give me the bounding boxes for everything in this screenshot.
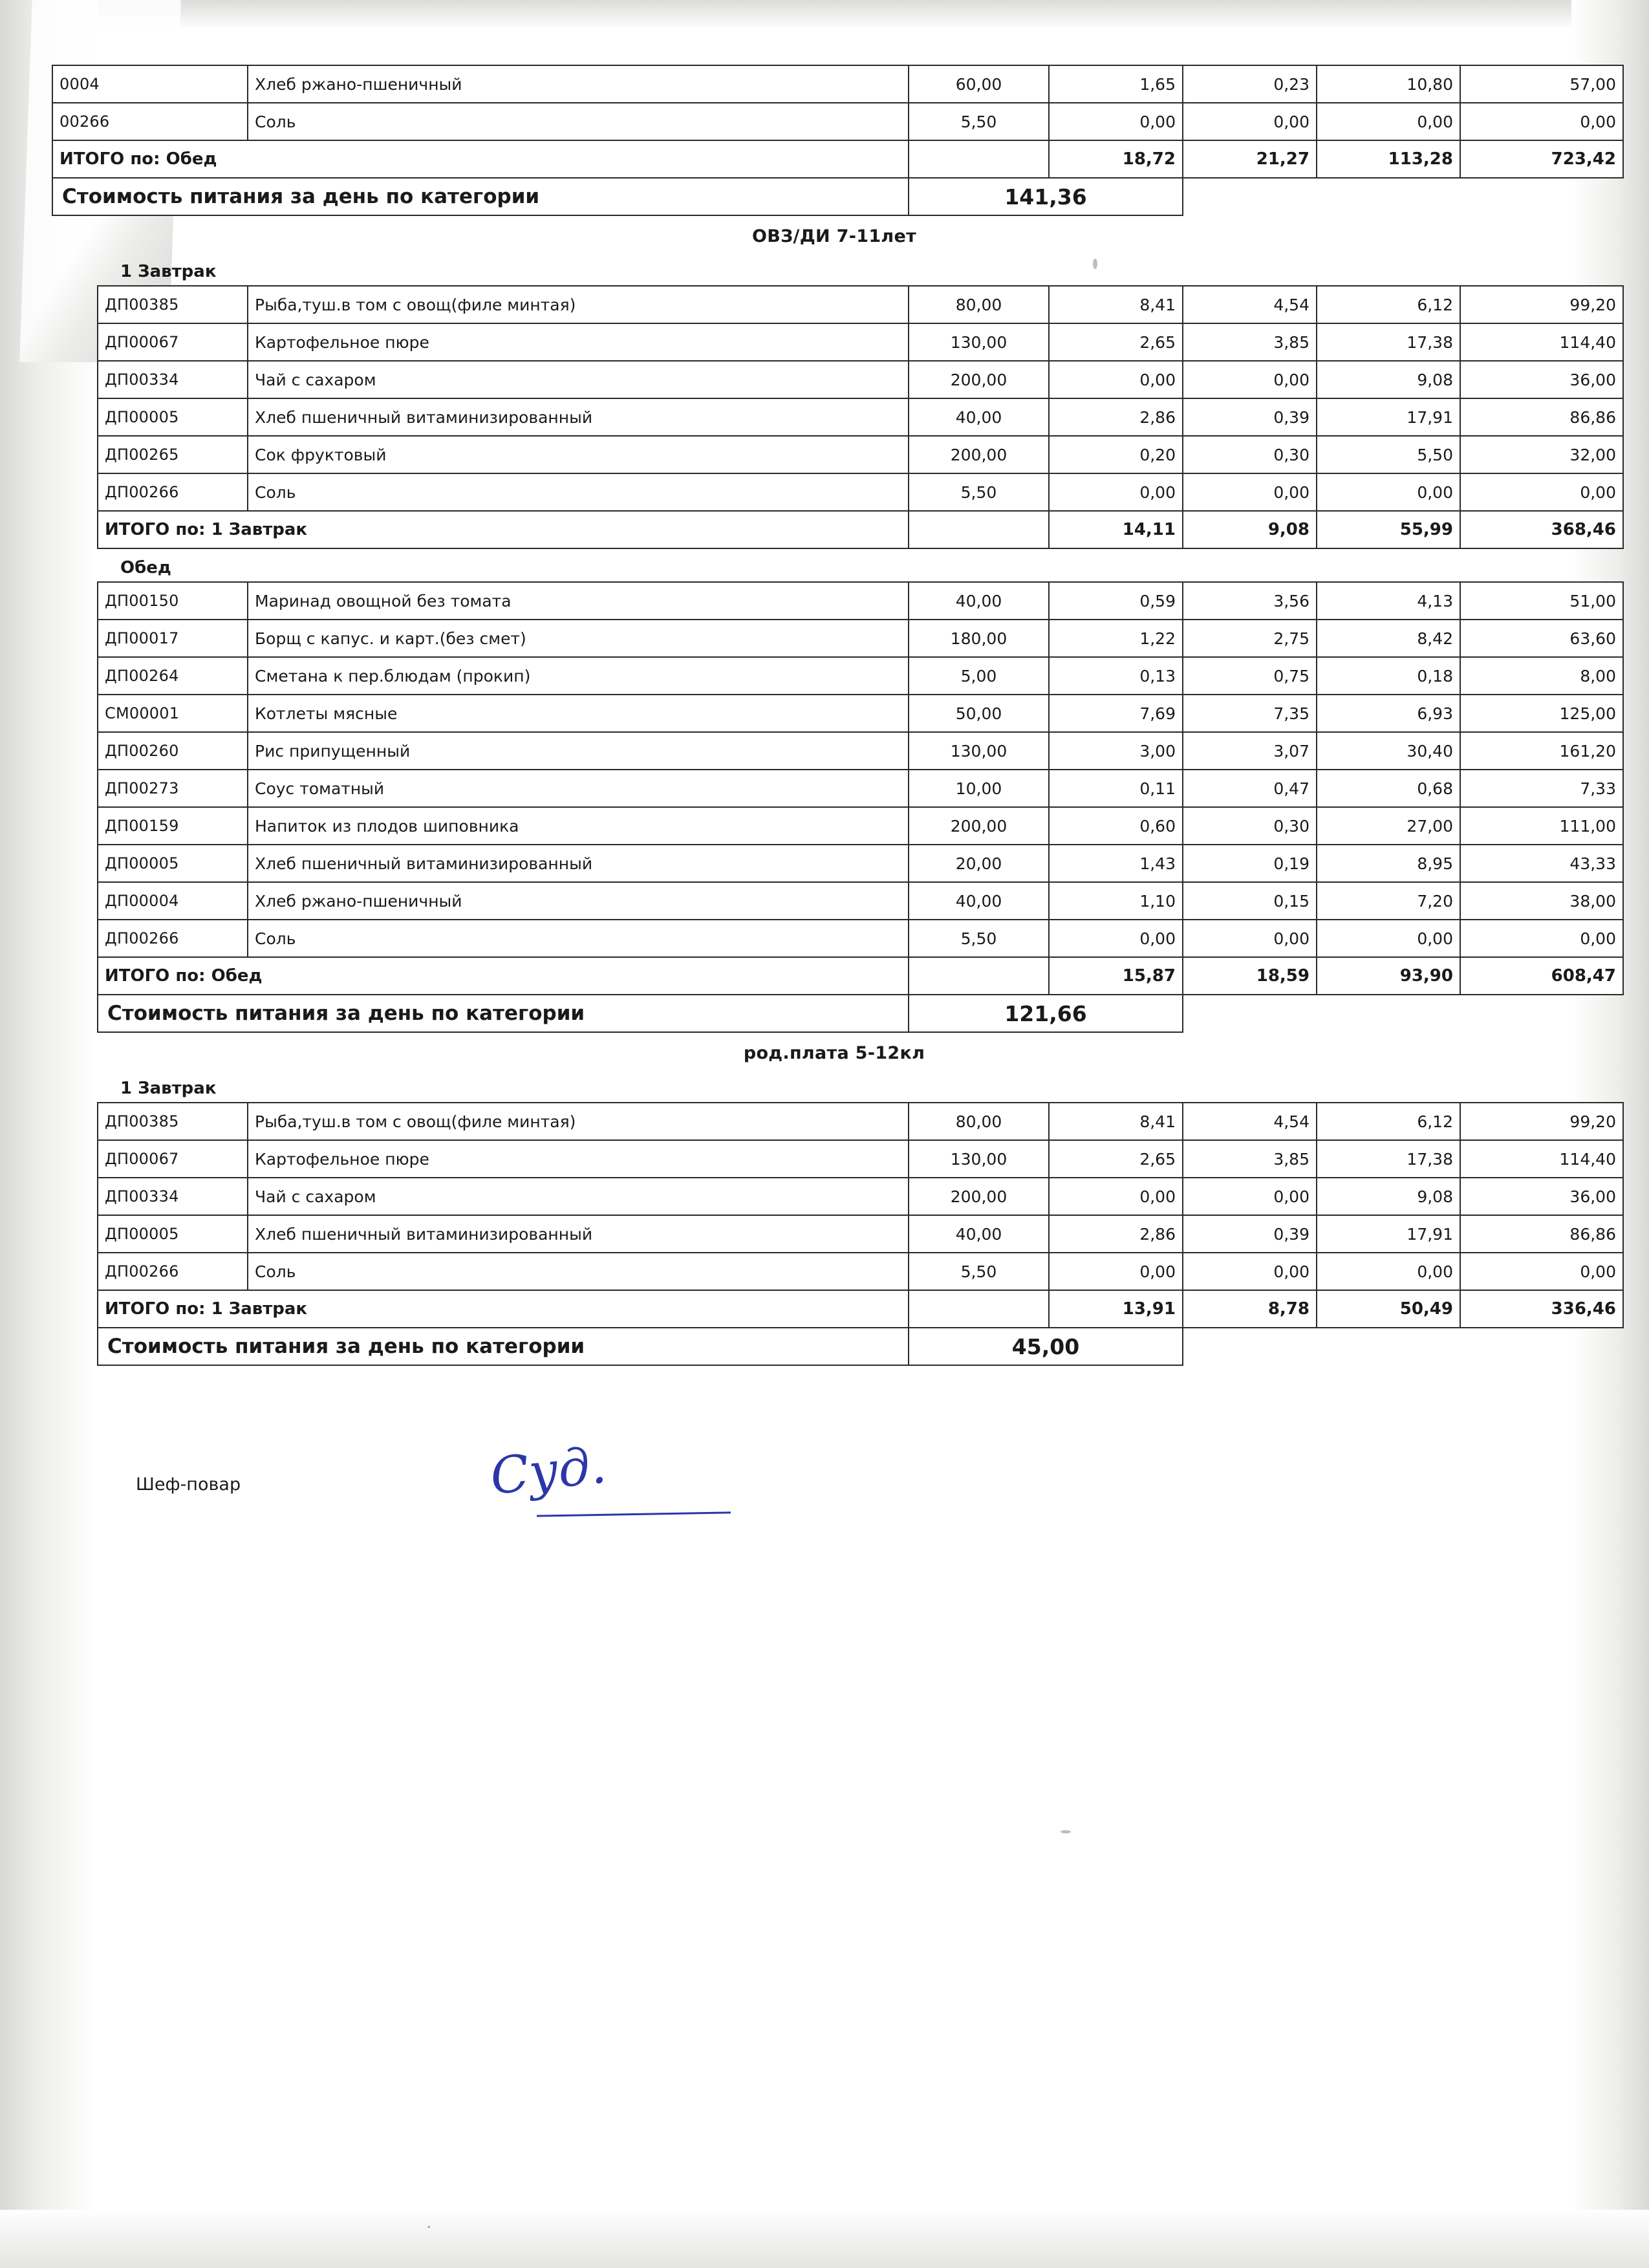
dish-calories: 43,33: [1460, 845, 1623, 882]
dish-code: ДП00273: [98, 770, 248, 807]
dish-name: Сметана к пер.блюдам (прокип): [248, 657, 909, 695]
dish-code: ДП00334: [98, 361, 248, 398]
dish-fats: 0,30: [1183, 807, 1317, 845]
table-row: [98, 770, 1623, 807]
table-row: [52, 65, 1623, 103]
dish-fats: 4,54: [1183, 1103, 1317, 1140]
daily-cost-value: 45,00: [909, 1328, 1183, 1365]
dish-calories: 125,00: [1460, 695, 1623, 732]
table-row: [98, 473, 1623, 511]
dish-carbs: 10,80: [1317, 65, 1460, 103]
section-header-rod-plata: род.плата 5-12кл: [743, 1043, 925, 1063]
dish-carbs: 17,38: [1317, 1140, 1460, 1178]
dish-qty: 130,00: [909, 732, 1049, 770]
dish-fats: 0,30: [1183, 436, 1317, 473]
empty-cell: [1183, 178, 1317, 215]
signature-area: [97, 1437, 1571, 1560]
dish-code: ДП00260: [98, 732, 248, 770]
total-carbs: 50,49: [1317, 1290, 1460, 1328]
dish-qty: 40,00: [909, 1215, 1049, 1253]
daily-cost-label: Стоимость питания за день по категории: [98, 1328, 909, 1365]
daily-cost-row: [98, 1328, 1623, 1365]
table-row: [98, 1140, 1623, 1178]
table-row: [98, 1253, 1623, 1290]
dish-code: ДП00334: [98, 1178, 248, 1215]
dish-name: Соль: [248, 473, 909, 511]
dish-fats: 0,00: [1183, 473, 1317, 511]
dish-proteins: 0,00: [1049, 920, 1183, 957]
dish-qty: 5,50: [909, 103, 1049, 140]
dish-name: Борщ с капус. и карт.(без смет): [248, 620, 909, 657]
dish-proteins: 2,65: [1049, 323, 1183, 361]
total-proteins: 13,91: [1049, 1290, 1183, 1328]
table-total-row: [52, 140, 1623, 178]
dish-calories: 0,00: [1460, 1253, 1623, 1290]
table-total-row: [98, 957, 1623, 995]
table-row: [98, 398, 1623, 436]
page-edge-bottom: [0, 2210, 1649, 2268]
dish-calories: 57,00: [1460, 65, 1623, 103]
daily-cost-row: [98, 995, 1623, 1032]
dish-calories: 0,00: [1460, 103, 1623, 140]
table-row: [98, 582, 1623, 620]
daily-cost-label: Стоимость питания за день по категории: [52, 178, 909, 215]
dish-calories: 114,40: [1460, 1140, 1623, 1178]
empty-cell: [1460, 1328, 1623, 1365]
dish-calories: 51,00: [1460, 582, 1623, 620]
dish-proteins: 2,86: [1049, 1215, 1183, 1253]
dish-name: Соль: [248, 920, 909, 957]
table-row: [98, 1178, 1623, 1215]
dish-proteins: 0,00: [1049, 103, 1183, 140]
dish-calories: 36,00: [1460, 361, 1623, 398]
daily-cost-row: [52, 178, 1623, 215]
meal-label-breakfast-1-b: 1 Завтрак: [120, 1079, 217, 1098]
table-row: [98, 695, 1623, 732]
dish-proteins: 1,65: [1049, 65, 1183, 103]
dish-qty: 80,00: [909, 286, 1049, 323]
meal-label-lunch: Обед: [120, 558, 171, 578]
dish-qty: 200,00: [909, 1178, 1049, 1215]
dish-fats: 4,54: [1183, 286, 1317, 323]
total-label: ИТОГО по: 1 Завтрак: [98, 1290, 909, 1328]
signature-role-label: Шеф-повар: [136, 1474, 241, 1495]
empty-cell: [1460, 178, 1623, 215]
dish-proteins: 0,00: [1049, 473, 1183, 511]
dish-code: ДП00266: [98, 473, 248, 511]
dish-calories: 161,20: [1460, 732, 1623, 770]
dish-qty: 180,00: [909, 620, 1049, 657]
dish-proteins: 0,13: [1049, 657, 1183, 695]
dish-qty: 40,00: [909, 882, 1049, 920]
dish-code: ДП00067: [98, 1140, 248, 1178]
daily-cost-value: 121,66: [909, 995, 1183, 1032]
dish-qty: 60,00: [909, 65, 1049, 103]
dish-calories: 63,60: [1460, 620, 1623, 657]
table-row: [98, 1215, 1623, 1253]
dish-proteins: 8,41: [1049, 1103, 1183, 1140]
dish-proteins: 0,60: [1049, 807, 1183, 845]
dish-fats: 2,75: [1183, 620, 1317, 657]
dish-code: ДП00385: [98, 1103, 248, 1140]
empty-cell: [1317, 1328, 1460, 1365]
dish-fats: 3,56: [1183, 582, 1317, 620]
dish-carbs: 0,00: [1317, 920, 1460, 957]
dish-code: ДП00005: [98, 845, 248, 882]
dish-calories: 111,00: [1460, 807, 1623, 845]
dish-proteins: 0,00: [1049, 1253, 1183, 1290]
total-label: ИТОГО по: 1 Завтрак: [98, 511, 909, 548]
dish-carbs: 6,12: [1317, 1103, 1460, 1140]
dish-proteins: 0,59: [1049, 582, 1183, 620]
dish-qty: 80,00: [909, 1103, 1049, 1140]
dish-qty: 40,00: [909, 582, 1049, 620]
dish-code: ДП00159: [98, 807, 248, 845]
dish-carbs: 0,00: [1317, 103, 1460, 140]
table-top-clipped: [52, 65, 1624, 216]
dish-qty: 40,00: [909, 398, 1049, 436]
dish-qty: 50,00: [909, 695, 1049, 732]
dish-carbs: 8,42: [1317, 620, 1460, 657]
total-qty: [909, 140, 1049, 178]
table-row: [98, 286, 1623, 323]
table-row: [98, 882, 1623, 920]
total-qty: [909, 1290, 1049, 1328]
dish-carbs: 0,18: [1317, 657, 1460, 695]
dish-name: Чай с сахаром: [248, 1178, 909, 1215]
dish-calories: 86,86: [1460, 1215, 1623, 1253]
dish-calories: 36,00: [1460, 1178, 1623, 1215]
dish-qty: 10,00: [909, 770, 1049, 807]
total-fats: 8,78: [1183, 1290, 1317, 1328]
document-body: [59, 65, 1616, 1560]
empty-cell: [1460, 995, 1623, 1032]
dish-carbs: 17,91: [1317, 1215, 1460, 1253]
dish-fats: 0,00: [1183, 920, 1317, 957]
table-row: [98, 1103, 1623, 1140]
dish-fats: 0,47: [1183, 770, 1317, 807]
dish-qty: 20,00: [909, 845, 1049, 882]
table-row: [52, 103, 1623, 140]
section-header-ovz: ОВЗ/ДИ 7-11лет: [751, 226, 917, 246]
dish-name: Картофельное пюре: [248, 1140, 909, 1178]
dish-carbs: 9,08: [1317, 1178, 1460, 1215]
dish-name: Рис припущенный: [248, 732, 909, 770]
total-qty: [909, 511, 1049, 548]
table-row: [98, 323, 1623, 361]
total-calories: 368,46: [1460, 511, 1623, 548]
dish-code: СМ00001: [98, 695, 248, 732]
dish-carbs: 0,00: [1317, 473, 1460, 511]
dish-code: ДП00264: [98, 657, 248, 695]
dish-code: ДП00266: [98, 1253, 248, 1290]
dish-code: ДП00005: [98, 398, 248, 436]
total-calories: 608,47: [1460, 957, 1623, 995]
dish-fats: 3,07: [1183, 732, 1317, 770]
dish-fats: 0,00: [1183, 1178, 1317, 1215]
dish-carbs: 30,40: [1317, 732, 1460, 770]
dish-code: ДП00265: [98, 436, 248, 473]
total-carbs: 93,90: [1317, 957, 1460, 995]
total-fats: 18,59: [1183, 957, 1317, 995]
dish-name: Котлеты мясные: [248, 695, 909, 732]
dish-carbs: 7,20: [1317, 882, 1460, 920]
dish-fats: 7,35: [1183, 695, 1317, 732]
dish-fats: 0,00: [1183, 361, 1317, 398]
dish-calories: 38,00: [1460, 882, 1623, 920]
dish-name: Хлеб ржано-пшеничный: [248, 882, 909, 920]
dish-fats: 0,39: [1183, 1215, 1317, 1253]
dish-code: ДП00150: [98, 582, 248, 620]
dish-name: Картофельное пюре: [248, 323, 909, 361]
dish-carbs: 5,50: [1317, 436, 1460, 473]
table-ovz-lunch: [97, 581, 1624, 1033]
dish-carbs: 27,00: [1317, 807, 1460, 845]
dish-proteins: 8,41: [1049, 286, 1183, 323]
table-ovz-breakfast: [97, 285, 1624, 549]
dish-carbs: 9,08: [1317, 361, 1460, 398]
table-row: [98, 436, 1623, 473]
dish-code: ДП00004: [98, 882, 248, 920]
dish-qty: 200,00: [909, 807, 1049, 845]
dish-name: Рыба,туш.в том с овощ(филе минтая): [248, 286, 909, 323]
dish-fats: 0,00: [1183, 103, 1317, 140]
dish-carbs: 17,38: [1317, 323, 1460, 361]
daily-cost-value: 141,36: [909, 178, 1183, 215]
dish-calories: 0,00: [1460, 473, 1623, 511]
empty-cell: [1317, 178, 1460, 215]
dish-calories: 0,00: [1460, 920, 1623, 957]
dish-proteins: 0,00: [1049, 1178, 1183, 1215]
dish-code: ДП00017: [98, 620, 248, 657]
dish-name: Соль: [248, 103, 909, 140]
dish-name: Рыба,туш.в том с овощ(филе минтая): [248, 1103, 909, 1140]
dish-proteins: 1,43: [1049, 845, 1183, 882]
dish-name: Напиток из плодов шиповника: [248, 807, 909, 845]
dish-code: ДП00067: [98, 323, 248, 361]
dish-carbs: 0,00: [1317, 1253, 1460, 1290]
total-proteins: 18,72: [1049, 140, 1183, 178]
dish-qty: 200,00: [909, 361, 1049, 398]
dish-carbs: 17,91: [1317, 398, 1460, 436]
total-fats: 21,27: [1183, 140, 1317, 178]
dish-code: 00266: [52, 103, 248, 140]
dish-qty: 5,50: [909, 473, 1049, 511]
dish-name: Маринад овощной без томата: [248, 582, 909, 620]
handwritten-signature: Суд.: [488, 1436, 609, 1507]
dish-code: ДП00385: [98, 286, 248, 323]
total-proteins: 14,11: [1049, 511, 1183, 548]
total-label: ИТОГО по: Обед: [52, 140, 909, 178]
empty-cell: [1183, 995, 1317, 1032]
dish-fats: 0,39: [1183, 398, 1317, 436]
dish-proteins: 7,69: [1049, 695, 1183, 732]
total-carbs: 113,28: [1317, 140, 1460, 178]
total-carbs: 55,99: [1317, 511, 1460, 548]
table-row: [98, 620, 1623, 657]
dish-proteins: 3,00: [1049, 732, 1183, 770]
table-total-row: [98, 1290, 1623, 1328]
dish-proteins: 0,00: [1049, 361, 1183, 398]
daily-cost-label: Стоимость питания за день по категории: [98, 995, 909, 1032]
dish-name: Чай с сахаром: [248, 361, 909, 398]
dish-calories: 99,20: [1460, 286, 1623, 323]
total-fats: 9,08: [1183, 511, 1317, 548]
dish-fats: 0,23: [1183, 65, 1317, 103]
empty-cell: [1317, 995, 1460, 1032]
total-calories: 723,42: [1460, 140, 1623, 178]
dish-code: ДП00266: [98, 920, 248, 957]
table-row: [98, 732, 1623, 770]
total-calories: 336,46: [1460, 1290, 1623, 1328]
dish-code: ДП00005: [98, 1215, 248, 1253]
table-row: [98, 807, 1623, 845]
dish-name: Хлеб ржано-пшеничный: [248, 65, 909, 103]
table-row: [98, 845, 1623, 882]
dish-name: Сок фруктовый: [248, 436, 909, 473]
dish-proteins: 0,11: [1049, 770, 1183, 807]
page-edge-top: [0, 0, 1649, 29]
dish-proteins: 1,22: [1049, 620, 1183, 657]
dish-code: 0004: [52, 65, 248, 103]
table-row: [98, 361, 1623, 398]
dish-fats: 0,19: [1183, 845, 1317, 882]
dish-carbs: 6,93: [1317, 695, 1460, 732]
table-rodplata-breakfast: [97, 1102, 1624, 1366]
empty-cell: [1183, 1328, 1317, 1365]
table-row: [98, 920, 1623, 957]
dish-calories: 7,33: [1460, 770, 1623, 807]
dish-carbs: 8,95: [1317, 845, 1460, 882]
dish-proteins: 2,86: [1049, 398, 1183, 436]
dish-carbs: 0,68: [1317, 770, 1460, 807]
dish-name: Хлеб пшеничный витаминизированный: [248, 1215, 909, 1253]
total-proteins: 15,87: [1049, 957, 1183, 995]
dish-calories: 114,40: [1460, 323, 1623, 361]
dish-carbs: 4,13: [1317, 582, 1460, 620]
dish-name: Соль: [248, 1253, 909, 1290]
dish-qty: 5,00: [909, 657, 1049, 695]
dish-qty: 5,50: [909, 920, 1049, 957]
dish-fats: 0,15: [1183, 882, 1317, 920]
table-total-row: [98, 511, 1623, 548]
dish-carbs: 6,12: [1317, 286, 1460, 323]
dish-proteins: 1,10: [1049, 882, 1183, 920]
dish-name: Хлеб пшеничный витаминизированный: [248, 398, 909, 436]
total-label: ИТОГО по: Обед: [98, 957, 909, 995]
dish-calories: 8,00: [1460, 657, 1623, 695]
table-row: [98, 657, 1623, 695]
dish-name: Хлеб пшеничный витаминизированный: [248, 845, 909, 882]
dish-qty: 200,00: [909, 436, 1049, 473]
total-qty: [909, 957, 1049, 995]
dish-qty: 130,00: [909, 1140, 1049, 1178]
scan-speck: [1061, 1830, 1071, 1833]
dish-calories: 99,20: [1460, 1103, 1623, 1140]
dish-proteins: 0,20: [1049, 436, 1183, 473]
dish-qty: 130,00: [909, 323, 1049, 361]
dish-qty: 5,50: [909, 1253, 1049, 1290]
dish-calories: 86,86: [1460, 398, 1623, 436]
dish-calories: 32,00: [1460, 436, 1623, 473]
dish-fats: 0,75: [1183, 657, 1317, 695]
dish-name: Соус томатный: [248, 770, 909, 807]
meal-label-breakfast-1: 1 Завтрак: [120, 262, 217, 281]
dish-fats: 3,85: [1183, 1140, 1317, 1178]
dish-fats: 3,85: [1183, 323, 1317, 361]
page-bottom-smudge: .: [427, 2213, 433, 2232]
dish-fats: 0,00: [1183, 1253, 1317, 1290]
dish-proteins: 2,65: [1049, 1140, 1183, 1178]
